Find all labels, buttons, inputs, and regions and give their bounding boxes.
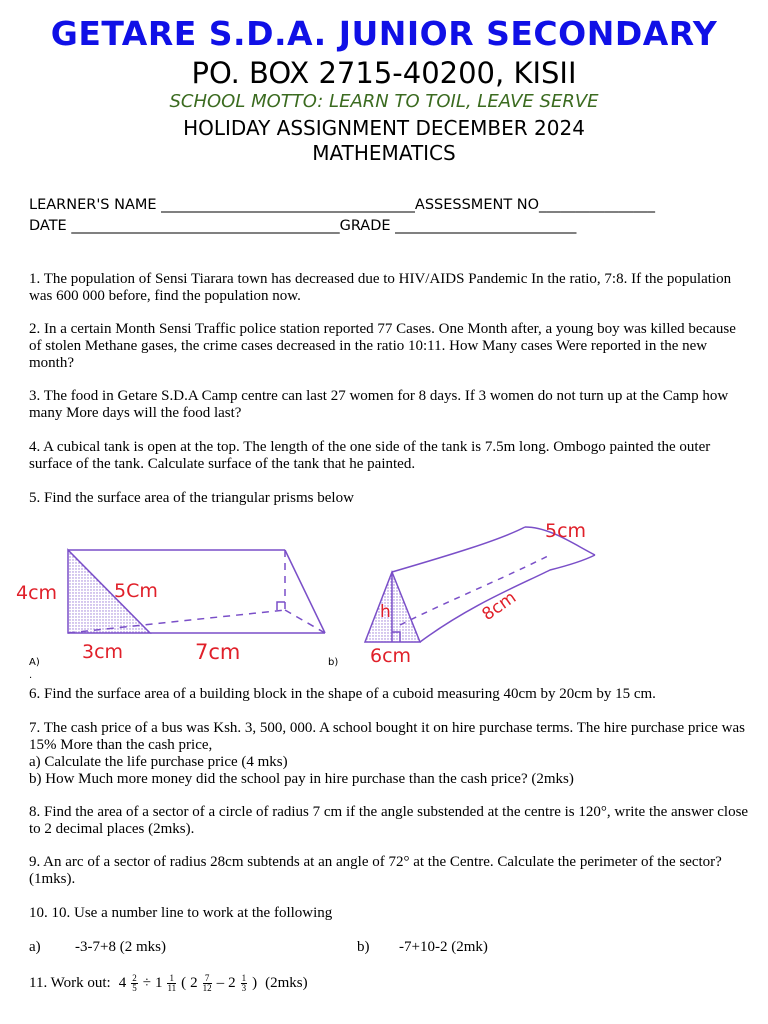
question-7b: b) How Much more money did the school pay in hire purchase than the cash price? (2mks) (29, 771, 574, 787)
prism-a-slant-label: 5Cm (114, 580, 158, 602)
fraction-2: $\frac{1}{11}$ (167, 973, 177, 993)
question-11 (29, 974, 308, 993)
question-1: 1. The population of Sensi Tiarara town has decreased due to HIV/AIDS Pandemic In the ratio, 7:8. If the population was 600 000 before, find the population now. (29, 271, 732, 304)
mixed-number-3-whole: 2 (190, 975, 198, 991)
assignment-title: HOLIDAY ASSIGNMENT DECEMBER 2024 (183, 116, 585, 140)
prism-a-base-label: 3cm (82, 641, 124, 663)
question-8: 8. Find the area of a sector of a circle of radius 7 cm if the angle substended at the centre is 120°, write the answer close to 2 decimal places (2mks). (29, 804, 749, 837)
fraction-1: $\frac{2}{5}$ (132, 973, 137, 993)
minus-sign: – (216, 975, 225, 991)
mixed-number-1-whole: 4 (118, 975, 127, 991)
question-11-label: 11. Work out: (29, 975, 111, 991)
prism-b-height-label: h (380, 602, 391, 622)
figure-dot: . (29, 670, 33, 681)
question-10a: -3-7+8 (2 mks) (75, 939, 166, 955)
fraction-4: $\frac{1}{3}$ (241, 973, 247, 993)
question-2: 2. In a certain Month Sensi Traffic police station reported 77 Cases. One Month after, a young boy was killed because of stolen Methane gases, the crime cases decreased in the ratio 10:11. How Many cases Were reported in the new month? (29, 321, 736, 371)
question-10b-label: b) (357, 939, 370, 955)
school-address: PO. BOX 2715-40200, KISII (191, 56, 577, 90)
prism-b-end-label: 5cm (545, 520, 587, 542)
question-10: 10. 10. Use a number line to work at the following (29, 905, 333, 921)
question-7: 7. The cash price of a bus was Ksh. 3, 500, 000. A school bought it on hire purchase terms. The hire purchase price was 15% More than the cash price, (29, 720, 745, 753)
prism-a-figure (30, 520, 330, 670)
question-9: 9. An arc of a sector of radius 28cm subtends at an angle of 72° at the Centre. Calculate the perimeter of the sector? (1mks). (29, 854, 722, 887)
school-motto: SCHOOL MOTTO: LEARN TO TOIL, LEAVE SERVE (169, 91, 599, 112)
question-3: 3. The food in Getare S.D.A Camp centre can last 27 women for 8 days. If 3 women do not turn up at the Camp how many More days will the food last? (29, 388, 729, 421)
subject-title: MATHEMATICS (312, 141, 456, 165)
fraction-3: $\frac{7}{12}$ (202, 973, 212, 993)
question-11-marks: (2mks) (265, 975, 308, 991)
prism-b-base-label: 6cm (370, 645, 412, 667)
figure-a-label: A) (29, 657, 40, 668)
prism-b-length-label: 8cm (478, 587, 521, 625)
figure-b-label: b) (328, 657, 339, 668)
question-4: 4. A cubical tank is open at the top. The length of the one side of the tank is 7.5m long. Ombogo painted the outer surface of the tank. Calculate surface of the tank that he painted. (29, 439, 711, 472)
close-paren: ) (252, 975, 258, 991)
mixed-number-4-whole: 2 (228, 975, 236, 991)
open-paren: ( (181, 975, 187, 991)
divide-sign: ÷ (142, 975, 151, 991)
prism-a-length-label: 7cm (195, 640, 241, 664)
question-5: 5. Find the surface area of the triangular prisms below (29, 490, 354, 506)
mixed-number-2-whole: 1 (154, 975, 163, 991)
school-name: GETARE S.D.A. JUNIOR SECONDARY (50, 14, 718, 53)
learner-name-field: LEARNER'S NAME ___________________________________ASSESSMENT NO________________ (29, 197, 656, 213)
prism-a-height-label: 4cm (16, 582, 58, 604)
date-grade-field: DATE _____________________________________GRADE _________________________ (29, 218, 577, 234)
question-7a: a) Calculate the life purchase price (4 mks) (29, 754, 288, 770)
question-6: 6. Find the surface area of a building block in the shape of a cuboid measuring 40cm by 20cm by 15 cm. (29, 686, 656, 702)
question-10a-label: a) (29, 939, 41, 955)
question-10b: -7+10-2 (2mk) (399, 939, 488, 955)
